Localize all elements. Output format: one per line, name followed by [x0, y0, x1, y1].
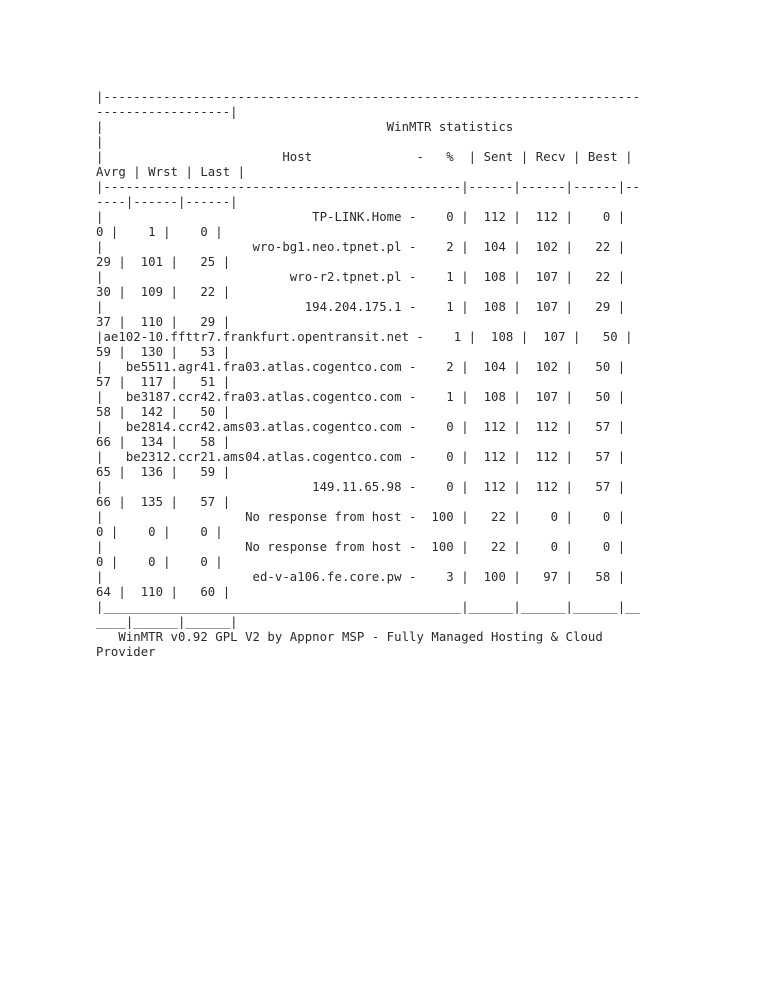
table-row-wrap: 30 | 109 | 22 | — [96, 285, 231, 299]
table-row: | be2312.ccr21.ams04.atlas.cogentco.com - 0 | 112 | 112 | 57 | — [96, 450, 626, 464]
table-row: | 194.204.175.1 - 1 | 108 | 107 | 29 | — [96, 300, 626, 314]
header-separator: |------------------------------------------------|------|------|------|-- — [96, 180, 641, 194]
table-row-wrap: 57 | 117 | 51 | — [96, 375, 231, 389]
table-row-wrap: 65 | 136 | 59 | — [96, 465, 231, 479]
table-row: | be3187.ccr42.fra03.atlas.cogentco.com - 1 | 108 | 107 | 50 | — [96, 390, 626, 404]
table-border-bottom: |________________________________________________|______|______|______|__ — [96, 600, 641, 614]
table-row-wrap: 58 | 142 | 50 | — [96, 405, 231, 419]
table-row: | be5511.agr41.fra03.atlas.cogentco.com - 2 | 104 | 102 | 50 | — [96, 360, 626, 374]
table-row: | No response from host - 100 | 22 | 0 | 0 | — [96, 510, 626, 524]
table-row-wrap: 0 | 0 | 0 | — [96, 525, 223, 539]
table-row: | be2814.ccr42.ams03.atlas.cogentco.com - 0 | 112 | 112 | 57 | — [96, 420, 626, 434]
header-separator-wrap: ----|------|------| — [96, 195, 238, 209]
report-title: | WinMTR statistics — [96, 120, 514, 134]
table-row-wrap: 66 | 134 | 58 | — [96, 435, 231, 449]
winmtr-report — [96, 90, 696, 660]
table-row: | No response from host - 100 | 22 | 0 | 0 | — [96, 540, 626, 554]
table-row-wrap: 29 | 101 | 25 | — [96, 255, 231, 269]
table-border-top-wrap: ------------------| — [96, 105, 238, 119]
table-border-top: |------------------------------------------------------------------------ — [96, 90, 641, 104]
table-border-bottom-wrap: ____|______|______| — [96, 615, 238, 629]
table-row: | wro-r2.tpnet.pl - 1 | 108 | 107 | 22 | — [96, 270, 626, 284]
footer-credit-wrap: Provider — [96, 645, 156, 659]
table-row: | 149.11.65.98 - 0 | 112 | 112 | 57 | — [96, 480, 626, 494]
table-row-wrap: 59 | 130 | 53 | — [96, 345, 231, 359]
table-row: | wro-bg1.neo.tpnet.pl - 2 | 104 | 102 | 22 | — [96, 240, 626, 254]
table-row: |ae102-10.ffttr7.frankfurt.opentransit.net - 1 | 108 | 107 | 50 | — [96, 330, 633, 344]
table-row-wrap: 64 | 110 | 60 | — [96, 585, 231, 599]
blank-line: | — [96, 135, 104, 149]
column-header-row: | Host - % | Sent | Recv | Best | — [96, 150, 633, 164]
table-row: | TP-LINK.Home - 0 | 112 | 112 | 0 | — [96, 210, 626, 224]
footer-credit: WinMTR v0.92 GPL V2 by Appnor MSP - Fully Managed Hosting & Cloud — [96, 630, 603, 644]
table-row: | ed-v-a106.fe.core.pw - 3 | 100 | 97 | 58 | — [96, 570, 626, 584]
column-header-row-wrap: Avrg | Wrst | Last | — [96, 165, 246, 179]
table-row-wrap: 37 | 110 | 29 | — [96, 315, 231, 329]
table-row-wrap: 66 | 135 | 57 | — [96, 495, 231, 509]
table-row-wrap: 0 | 1 | 0 | — [96, 225, 223, 239]
table-row-wrap: 0 | 0 | 0 | — [96, 555, 223, 569]
